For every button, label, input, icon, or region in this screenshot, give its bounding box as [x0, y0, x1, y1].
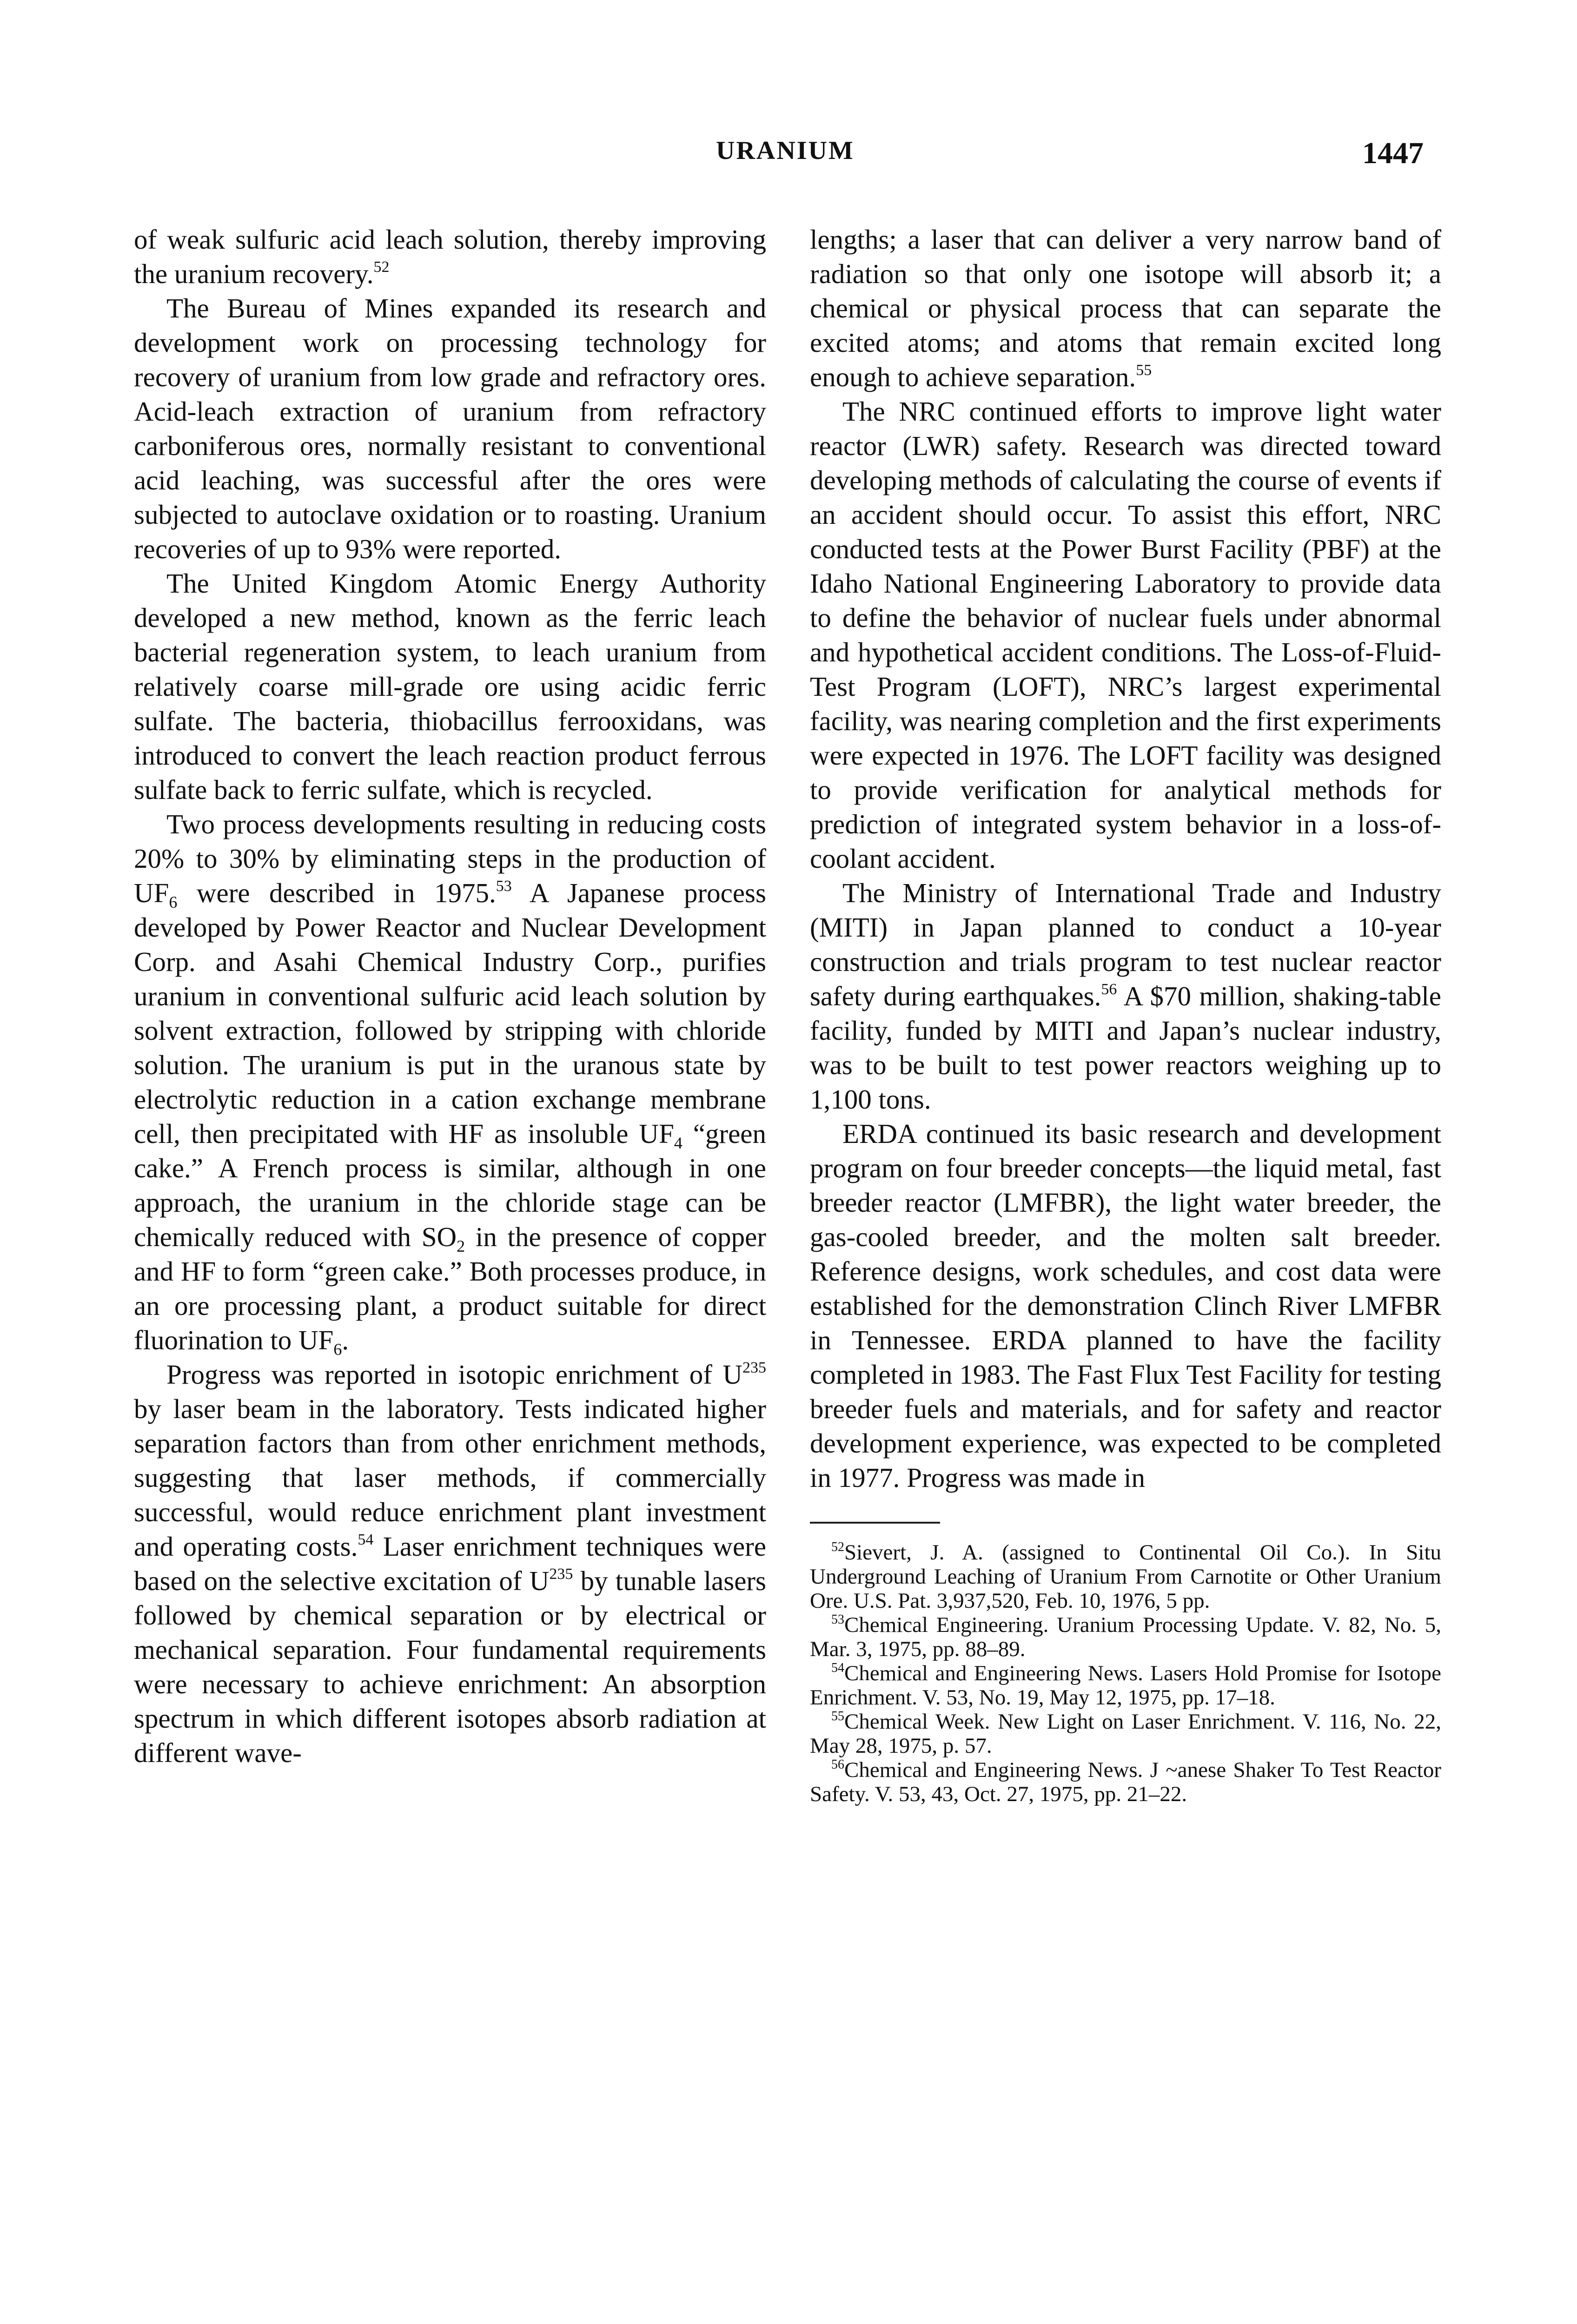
footnote: $^{53}$Chemical Engineering. Uranium Processing Update. V. 82, No. 5, Mar. 3, 1975, pp. 88–89. [810, 1612, 1441, 1661]
footnotes [810, 1540, 1441, 1806]
footnote-ref-52: 52 [373, 258, 390, 276]
right-column [810, 222, 1441, 1806]
page-number: 1447 [1362, 136, 1424, 170]
footnote-divider [810, 1522, 940, 1524]
footnote-ref-56: 56 [1101, 981, 1117, 998]
footnote: $^{54}$Chemical and Engineering News. Lasers Hold Promise for Isotope Enrichment. V. 53, No. 19, May 12, 1975, pp. 17–18. [810, 1661, 1441, 1710]
footnote-ref-54: 54 [358, 1531, 374, 1548]
paragraph-ukaea: The United Kingdom Atomic Energy Authority developed a new method, known as the ferric leach bacterial regeneration system, to leach uranium from relatively coarse mill-grade ore using acidic ferric sulfate. The bacteria, thiobacillus ferrooxidans, was introduced to convert the leach reaction product ferrous sulfate back to ferric sulfate, which is recycled. [134, 568, 766, 805]
paragraph-laser-enrichment: Progress was reported in isotopic enrichment of $U^{235}$ by laser beam in the laboratory. Tests indicated higher separation factors than from other enrichment methods, suggesting that laser methods, if commercially successful, would reduce enrichment plant investment and operating costs.$^{54}$ Laser enrichment techniques were based on the selective excitation of $U^{235}$ by tunable lasers followed by chemical separation or by electrical or mechanical separation. Four fundamental requirements were necessary to achieve enrichment: An absorption spectrum in which different isotopes absorb radiation at different wave- [134, 1359, 767, 1768]
paragraph-bureau-of-mines: The Bureau of Mines expanded its research and development work on processing technology for recovery of uranium from low grade and refractory ores. Acid-leach extraction of uranium from refractory carboniferous ores, normally resistant to conventional acid leaching, was successful after the ores were subjected to autoclave oxidation or to roasting. Uranium recoveries of up to 93% were reported. [134, 293, 766, 564]
paragraph-erda-breeder: ERDA continued its basic research and development program on four breeder concepts—the liquid metal, fast breeder reactor (LMFBR), the light water breeder, the gas-cooled breeder, and the molten salt breeder. Reference designs, work schedules, and cost data were established for the demonstration Clinch River LMFBR in Tennessee. ERDA planned to have the facility completed in 1983. The Fast Flux Test Facility for testing breeder fuels and materials, and for safety and reactor development experience, was expected to be completed in 1977. Progress was made in [810, 1118, 1441, 1493]
left-column [134, 222, 766, 1770]
paragraph-laser-continuation: lengths; a laser that can deliver a very narrow band of radiation so that only one isotope will absorb it; a chemical or physical process that can separate the excited atoms; and atoms that remain excited long enough to achieve separation.$^{55}$ [810, 224, 1441, 392]
footnote: $^{56}$Chemical and Engineering News. J ~anese Shaker To Test Reactor Safety. V. 53, 43, Oct. 27, 1975, pp. 21–22. [810, 1757, 1441, 1806]
footnote-ref-53: 53 [496, 878, 512, 895]
footnote: $^{55}$Chemical Week. New Light on Laser Enrichment. V. 116, No. 22, May 28, 1975, p. 57. [810, 1709, 1441, 1758]
paragraph-process-developments: Two process developments resulting in reducing costs 20% to 30% by eliminating steps in the production of $UF_6$ were described in 1975.53 A Japanese process developed by Power Reactor and Nuclear Development Corp. and Asahi Chemical Industry Corp., purifies uranium in conventional sulfuric acid leach solution by solvent extraction, followed by stripping with chloride solution. The uranium is put in the uranous state by electrolytic reduction in a cation exchange membrane cell, then precipitated with HF as insoluble $UF_4$ “green cake.” A French process is similar, although in one approach, the uranium in the chloride stage can be chemically reduced with $SO_2$ in the presence of copper and HF to form “green cake.” Both processes produce, in an ore processing plant, a product suitable for direct fluorination to $UF_6$. [134, 809, 766, 1359]
paragraph-nrc-safety: The NRC continued efforts to improve light water reactor (LWR) safety. Research was directed toward developing methods of calculating the course of events if an accident should occur. To assist this effort, NRC conducted tests at the Power Burst Facility (PBF) at the Idaho National Engineering Laboratory to provide data to define the behavior of nuclear fuels under abnormal and hypothetical accident conditions. The Loss-of-Fluid-Test Program (LOFT), NRC’s largest experimental facility, was nearing completion and the first experiments were expected in 1976. The LOFT facility was designed to provide verification for analytical methods for prediction of integrated system behavior in a loss-of-coolant accident. [810, 396, 1441, 874]
paragraph-continuation: of weak sulfuric acid leach solution, thereby improving the uranium recovery.$^{52}$ [134, 224, 766, 289]
paragraph-miti: The Ministry of International Trade and Industry (MITI) in Japan planned to conduct a 10-year construction and trials program to test nuclear reactor safety during earthquakes.$^{56}$ A $70 million, shaking-table facility, funded by MITI and Japan’s nuclear industry, was to be built to test power reactors weighing up to 1,100 tons. [810, 878, 1441, 1115]
footnote-ref-55: 55 [1136, 362, 1152, 379]
footnote: $^{52}$Sievert, J. A. (assigned to Continental Oil Co.). In Situ Underground Leaching of Uranium From Carnotite or Other Uranium Ore. U.S. Pat. 3,937,520, Feb. 10, 1976, 5 pp. [810, 1540, 1441, 1613]
running-title: URANIUM [716, 136, 855, 165]
